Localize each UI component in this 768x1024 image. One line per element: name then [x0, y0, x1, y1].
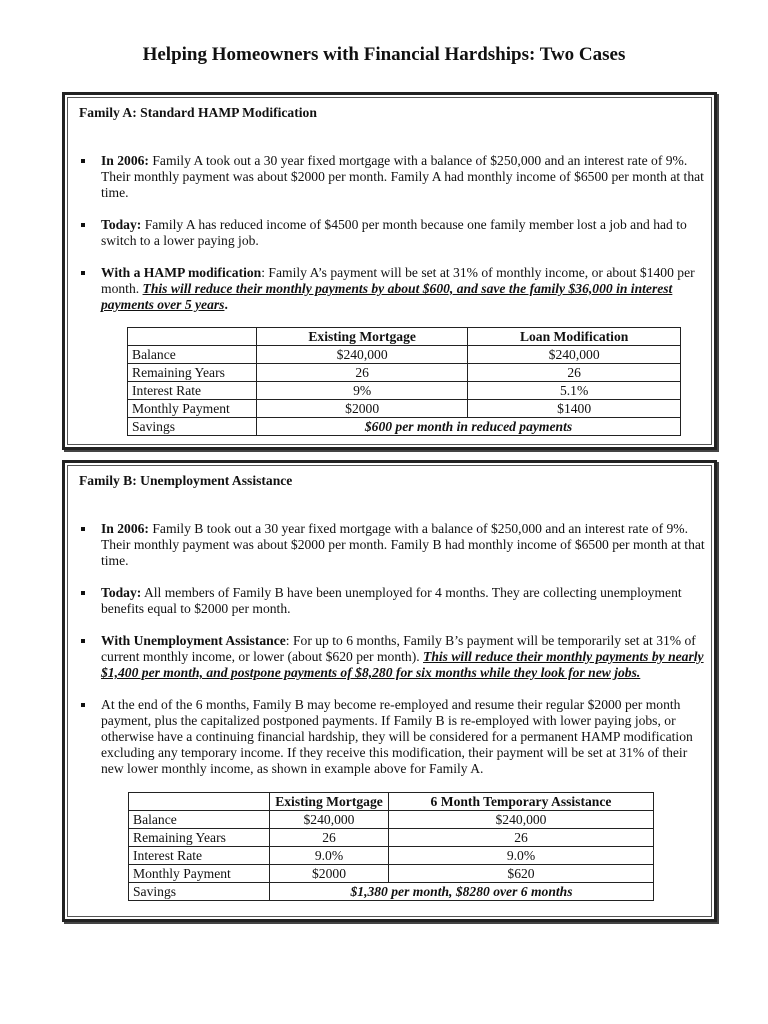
- bullet-lead: With Unemployment Assistance: [101, 633, 286, 648]
- family-a-table: [127, 327, 681, 436]
- cell: 9%: [257, 382, 468, 400]
- cell: 26: [389, 829, 654, 847]
- bullet-text: Family A has reduced income of $4500 per month because one family member lost a job and had to switch to a lower paying job.: [101, 217, 687, 248]
- bullet-text: : For up to 6 months, Family B’s payment will be temporarily set at 31% of current monthly income, or lower (about $620 per month).: [101, 633, 696, 664]
- bullet-lead: In 2006:: [101, 521, 149, 536]
- cell: 9.0%: [389, 847, 654, 865]
- savings-row: [129, 883, 654, 901]
- row-label: Savings: [129, 883, 270, 901]
- table-row: [129, 847, 654, 865]
- table-row: [129, 811, 654, 829]
- bullet-lead: Today:: [101, 585, 142, 600]
- header-cell: Existing Mortgage: [270, 793, 389, 811]
- cell: 5.1%: [468, 382, 681, 400]
- family-a-section: [62, 92, 717, 450]
- bullet-text: At the end of the 6 months, Family B may become re-employed and resume their regular $2000 per month payment, plus the capitalized postponed payments. If Family B is re-employed with lower paying jobs, or otherwise have a continuing financial hardship, they will be considered for a permanent HAMP modification excluding any temporary income. If they receive this modification, their payment will be set at 31% of their new lower monthly income, as shown in example above for Family A.: [101, 697, 693, 776]
- table-row: [128, 364, 681, 382]
- cell: $2000: [257, 400, 468, 418]
- table-row: [128, 382, 681, 400]
- bullet-text: All members of Family B have been unemployed for 4 months. They are collecting unemployment benefits equal to $2000 per month.: [101, 585, 682, 616]
- cell: 26: [468, 364, 681, 382]
- row-label: Savings: [128, 418, 257, 436]
- bullet-item: [79, 265, 706, 313]
- bullet-item: [79, 697, 706, 777]
- bullet-item: [79, 521, 706, 569]
- table-header-row: [129, 793, 654, 811]
- bullet-text: Family B took out a 30 year fixed mortgage with a balance of $250,000 and an interest rate of 9%. Their monthly payment was about $2000 per month. Family B had monthly income of $6500 per month at that time.: [101, 521, 705, 568]
- cell: 9.0%: [270, 847, 389, 865]
- bullet-lead: Today:: [101, 217, 142, 232]
- table-row: [129, 865, 654, 883]
- bullet-emphasis: This will reduce their monthly payments by nearly $1,400 per month, and postpone payments of $8,280 for six months while they look for new jobs.: [101, 649, 704, 680]
- bullet-text: Family A took out a 30 year fixed mortgage with a balance of $250,000 and an interest rate of 9%. Their monthly payment was about $2000 per month. Family A had monthly income of $6500 per month at that time.: [101, 153, 704, 200]
- bullet-lead: With a HAMP modification: [101, 265, 262, 280]
- header-cell: Loan Modification: [468, 328, 681, 346]
- table-row: [128, 400, 681, 418]
- row-label: Interest Rate: [128, 382, 257, 400]
- cell: $240,000: [270, 811, 389, 829]
- header-cell: 6 Month Temporary Assistance: [389, 793, 654, 811]
- row-label: Balance: [129, 811, 270, 829]
- savings-value: $600 per month in reduced payments: [257, 418, 681, 436]
- cell: $240,000: [468, 346, 681, 364]
- family-a-heading: Family A: Standard HAMP Modification: [79, 105, 317, 120]
- family-b-heading: Family B: Unemployment Assistance: [79, 473, 293, 488]
- header-cell: [128, 328, 257, 346]
- header-cell: Existing Mortgage: [257, 328, 468, 346]
- cell: $2000: [270, 865, 389, 883]
- savings-row: [128, 418, 681, 436]
- table-row: [129, 829, 654, 847]
- bullet-item: [79, 217, 706, 249]
- bullet-item: [79, 633, 706, 681]
- bullet-text: : Family A’s payment will be set at 31% of monthly income, or about $1400 per month.: [101, 265, 695, 296]
- family-b-table: [128, 792, 654, 901]
- bullet-end: .: [224, 297, 228, 312]
- row-label: Interest Rate: [129, 847, 270, 865]
- cell: 26: [257, 364, 468, 382]
- cell: $620: [389, 865, 654, 883]
- cell: 26: [270, 829, 389, 847]
- bullet-item: [79, 153, 706, 201]
- family-a-bullets: [79, 153, 706, 329]
- cell: $240,000: [389, 811, 654, 829]
- row-label: Monthly Payment: [128, 400, 257, 418]
- cell: $1400: [468, 400, 681, 418]
- row-label: Monthly Payment: [129, 865, 270, 883]
- header-cell: [129, 793, 270, 811]
- bullet-emphasis: This will reduce their monthly payments by about $600, and save the family $36,000 in interest payments over 5 years: [101, 281, 673, 312]
- row-label: Balance: [128, 346, 257, 364]
- family-b-section: [62, 460, 717, 922]
- bullet-item: [79, 585, 706, 617]
- page-title: Helping Homeowners with Financial Hardships: Two Cases: [142, 44, 626, 65]
- table-header-row: [128, 328, 681, 346]
- row-label: Remaining Years: [128, 364, 257, 382]
- savings-value: $1,380 per month, $8280 over 6 months: [270, 883, 654, 901]
- family-b-bullets: [79, 521, 706, 793]
- bullet-lead: In 2006:: [101, 153, 149, 168]
- table-row: [128, 346, 681, 364]
- row-label: Remaining Years: [129, 829, 270, 847]
- cell: $240,000: [257, 346, 468, 364]
